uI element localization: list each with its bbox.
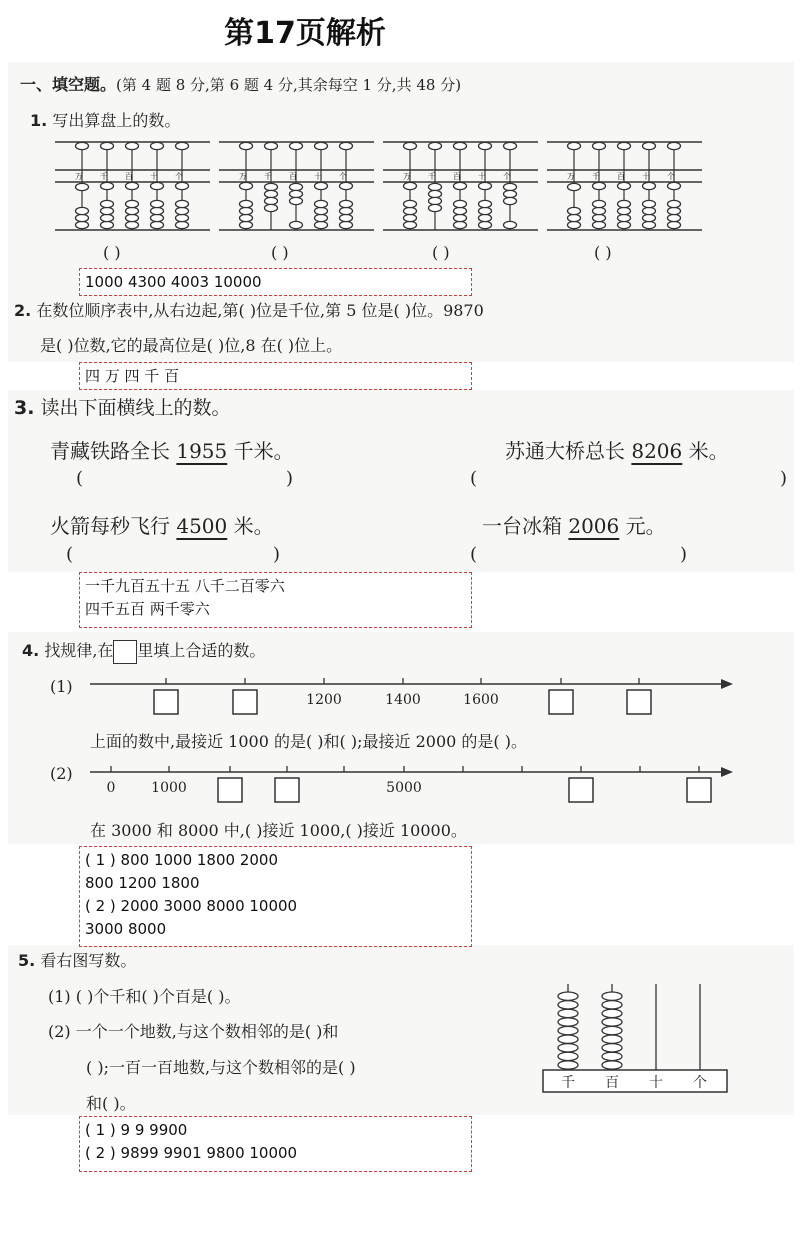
bead xyxy=(643,207,656,214)
bead xyxy=(290,221,303,228)
question-text: 读出下面横线上的数。 xyxy=(40,397,231,419)
bead xyxy=(404,200,417,207)
bead xyxy=(404,221,417,228)
rod-label: 千 xyxy=(264,172,272,181)
answer-box xyxy=(233,690,257,714)
answer-box-q5 xyxy=(79,1116,472,1172)
part2-label: (2) xyxy=(50,764,73,783)
bead xyxy=(558,1001,578,1009)
q5-line1: (1) ( )个千和( )个百是( )。 xyxy=(48,987,241,1006)
answer-line: ( 2 ) 9899 9901 9800 10000 xyxy=(85,1144,298,1162)
bead xyxy=(315,207,328,214)
bead xyxy=(593,182,606,189)
section-title: 一、填空题。 xyxy=(20,75,117,94)
bead xyxy=(479,207,492,214)
bead xyxy=(454,182,467,189)
rod-label: 十 xyxy=(649,1075,663,1091)
bead xyxy=(568,214,581,221)
bead xyxy=(618,142,631,149)
bead xyxy=(240,221,253,228)
paren-close: ) xyxy=(680,544,688,565)
tick-label: 1600 xyxy=(463,692,499,708)
bead xyxy=(429,142,442,149)
bead xyxy=(176,200,189,207)
bead xyxy=(558,992,578,1000)
bead xyxy=(504,183,517,190)
bead xyxy=(126,207,139,214)
tick-label: 1000 xyxy=(151,780,187,796)
bead xyxy=(668,142,681,149)
item-suffix: 千米。 xyxy=(227,439,294,463)
item-prefix: 一台冰箱 xyxy=(482,514,569,538)
rod-label: 万 xyxy=(403,172,411,181)
q3-item-3 xyxy=(50,510,274,539)
answer-line: 3000 8000 xyxy=(85,920,167,938)
bead xyxy=(101,214,114,221)
bead xyxy=(151,200,164,207)
bead xyxy=(504,142,517,149)
bead xyxy=(265,183,278,190)
bead xyxy=(101,207,114,214)
bead xyxy=(429,190,442,197)
answer-box-q1 xyxy=(79,268,472,296)
bead xyxy=(76,183,89,190)
bead xyxy=(126,182,139,189)
abacus xyxy=(219,142,374,230)
bead xyxy=(593,207,606,214)
q5-line3: ( );一百一百地数,与这个数相邻的是( ) xyxy=(86,1058,356,1077)
bead xyxy=(593,142,606,149)
question-text: 写出算盘上的数。 xyxy=(52,111,181,130)
answer-box-q4 xyxy=(79,846,472,947)
paren-close: ) xyxy=(780,468,788,489)
rod-label: 百 xyxy=(289,172,297,181)
bead xyxy=(602,1026,622,1034)
rod-label: 百 xyxy=(453,172,461,181)
bead xyxy=(643,182,656,189)
item-suffix: 米。 xyxy=(227,514,274,538)
item-number: 2006 xyxy=(568,514,620,538)
bead xyxy=(429,183,442,190)
bead xyxy=(429,197,442,204)
answer-line: 一千九百五十五 八千二百零六 xyxy=(85,577,285,595)
rod-label: 个 xyxy=(175,172,183,181)
q3-item-2 xyxy=(505,435,729,464)
bead xyxy=(265,190,278,197)
bead xyxy=(101,142,114,149)
answer-box xyxy=(154,690,178,714)
question-number: 4. xyxy=(22,641,40,660)
bead xyxy=(151,214,164,221)
bead xyxy=(315,142,328,149)
rod-label: 十 xyxy=(150,172,158,181)
part1-label: (1) xyxy=(50,677,73,696)
bead xyxy=(668,221,681,228)
item-prefix: 苏通大桥总长 xyxy=(505,439,632,463)
bead xyxy=(643,221,656,228)
bead xyxy=(454,200,467,207)
bead xyxy=(176,214,189,221)
bead xyxy=(340,182,353,189)
bead xyxy=(568,142,581,149)
rod-label: 百 xyxy=(617,172,625,181)
bead xyxy=(618,207,631,214)
bead xyxy=(558,1009,578,1017)
bead xyxy=(176,221,189,228)
bead xyxy=(568,183,581,190)
abacus-blanks xyxy=(0,243,800,267)
rod-label: 十 xyxy=(478,172,486,181)
bead xyxy=(290,142,303,149)
answer-line: ( 2 ) 2000 3000 8000 10000 xyxy=(85,897,298,915)
bead xyxy=(404,207,417,214)
blank-paren: ( ) xyxy=(103,243,121,262)
bead xyxy=(668,207,681,214)
answer-line: ( 1 ) 9 9 9900 xyxy=(85,1121,188,1139)
question-4 xyxy=(22,638,265,664)
bead xyxy=(315,221,328,228)
bead xyxy=(151,221,164,228)
bead xyxy=(404,214,417,221)
page-title: 第17页解析 xyxy=(224,16,386,51)
bead xyxy=(504,197,517,204)
bead xyxy=(240,200,253,207)
bead xyxy=(340,200,353,207)
answer-box xyxy=(569,778,593,802)
blank-paren: ( ) xyxy=(271,243,289,262)
rod-label: 千 xyxy=(592,172,600,181)
question-2-line2: 是( )位数,它的最高位是( )位,8 在( )位上。 xyxy=(40,336,343,355)
rod-label: 万 xyxy=(239,172,247,181)
paren-open: ( xyxy=(470,468,478,489)
bead xyxy=(602,1001,622,1009)
question-text-before: 找规律,在 xyxy=(44,641,114,660)
abacus xyxy=(547,142,702,230)
question-text-after: 里填上合适的数。 xyxy=(137,641,266,660)
bead xyxy=(265,197,278,204)
bead xyxy=(558,1018,578,1026)
abacus-q5 xyxy=(540,980,730,1095)
question-5 xyxy=(18,948,136,971)
bead xyxy=(340,221,353,228)
number-line-1 xyxy=(85,672,735,720)
answer-box-q3 xyxy=(79,572,472,628)
bead xyxy=(602,1044,622,1052)
bead xyxy=(176,142,189,149)
answer-box xyxy=(687,778,711,802)
answer-line: ( 1 ) 800 1000 1800 2000 xyxy=(85,851,279,869)
bead xyxy=(643,200,656,207)
bead xyxy=(176,182,189,189)
bead xyxy=(479,182,492,189)
bead xyxy=(290,183,303,190)
bead xyxy=(558,1052,578,1060)
bead xyxy=(618,221,631,228)
bead xyxy=(668,214,681,221)
answer-line: 四千五百 两千零六 xyxy=(85,600,210,618)
bead xyxy=(240,214,253,221)
bead xyxy=(558,1044,578,1052)
bead xyxy=(265,142,278,149)
rod-label: 千 xyxy=(428,172,436,181)
bead xyxy=(290,190,303,197)
answer-box xyxy=(275,778,299,802)
paren-close: ) xyxy=(286,468,294,489)
bead xyxy=(602,992,622,1000)
rod-label: 百 xyxy=(125,172,133,181)
bead xyxy=(668,182,681,189)
bead xyxy=(101,221,114,228)
answer-box xyxy=(218,778,242,802)
rod-label: 个 xyxy=(693,1075,707,1091)
question-text: 在数位顺序表中,从右边起,第( )位是千位,第 5 位是( )位。9870 xyxy=(36,301,484,320)
bead xyxy=(668,200,681,207)
bead xyxy=(593,214,606,221)
bead xyxy=(602,1018,622,1026)
bead xyxy=(340,214,353,221)
tick-label: 0 xyxy=(106,780,116,796)
arrow-icon xyxy=(721,679,733,689)
bead xyxy=(643,142,656,149)
item-suffix: 米。 xyxy=(682,439,729,463)
number-line-2 xyxy=(85,760,735,808)
item-number: 1955 xyxy=(176,439,228,463)
bead xyxy=(101,200,114,207)
bead xyxy=(126,221,139,228)
bead xyxy=(76,207,89,214)
bead xyxy=(240,182,253,189)
abacus xyxy=(383,142,538,230)
answer-box xyxy=(549,690,573,714)
blank-paren: ( ) xyxy=(432,243,450,262)
bead xyxy=(151,182,164,189)
bead xyxy=(404,182,417,189)
bead xyxy=(240,142,253,149)
rod-label: 个 xyxy=(667,172,675,181)
answer-box xyxy=(627,690,651,714)
bead xyxy=(479,200,492,207)
bead xyxy=(126,214,139,221)
question-number: 2. xyxy=(14,301,32,320)
bead xyxy=(558,1061,578,1069)
rod-label: 十 xyxy=(642,172,650,181)
bead xyxy=(602,1035,622,1043)
bead xyxy=(76,221,89,228)
answer-box-q2 xyxy=(79,362,472,390)
question-number: 5. xyxy=(18,951,36,970)
part1-text: 上面的数中,最接近 1000 的是( )和( );最接近 2000 的是( )。 xyxy=(90,732,527,751)
bead xyxy=(602,1009,622,1017)
rod-label: 十 xyxy=(314,172,322,181)
bead xyxy=(558,1026,578,1034)
bead xyxy=(454,214,467,221)
item-suffix: 元。 xyxy=(619,514,666,538)
bead xyxy=(618,200,631,207)
bead xyxy=(76,214,89,221)
bead xyxy=(618,214,631,221)
section-note: (第 4 题 8 分,第 6 题 4 分,其余每空 1 分,共 48 分) xyxy=(116,76,462,94)
bead xyxy=(593,221,606,228)
bead xyxy=(454,142,467,149)
bead xyxy=(265,204,278,211)
answer-text: 四 万 四 千 百 xyxy=(85,367,180,385)
blank-paren: ( ) xyxy=(594,243,612,262)
paren-open: ( xyxy=(66,544,74,565)
tick-label: 5000 xyxy=(386,780,422,796)
bead xyxy=(340,207,353,214)
item-prefix: 火箭每秒飞行 xyxy=(50,514,177,538)
question-1 xyxy=(30,108,180,131)
bead xyxy=(76,142,89,149)
abacus xyxy=(55,142,210,230)
bead xyxy=(151,142,164,149)
rod-label: 千 xyxy=(100,172,108,181)
bead xyxy=(504,221,517,228)
rod-label: 万 xyxy=(75,172,83,181)
bead xyxy=(315,214,328,221)
bead xyxy=(643,214,656,221)
question-text: 看右图写数。 xyxy=(40,951,137,970)
rod-label: 万 xyxy=(567,172,575,181)
bead xyxy=(126,200,139,207)
q3-item-1 xyxy=(50,435,294,464)
answer-text: 1000 4300 4003 10000 xyxy=(85,273,262,291)
item-number: 8206 xyxy=(631,439,683,463)
bead xyxy=(340,142,353,149)
question-number: 3. xyxy=(14,397,35,419)
question-2-line1 xyxy=(14,298,484,321)
bead xyxy=(101,182,114,189)
part2-text: 在 3000 和 8000 中,( )接近 1000,( )接近 10000。 xyxy=(90,821,467,840)
bead xyxy=(479,214,492,221)
rod-label: 个 xyxy=(339,172,347,181)
bead xyxy=(558,1035,578,1043)
arrow-icon xyxy=(721,767,733,777)
bead xyxy=(618,182,631,189)
paren-open: ( xyxy=(76,468,84,489)
bead xyxy=(315,182,328,189)
tick-label: 1200 xyxy=(306,692,342,708)
bead xyxy=(454,221,467,228)
paren-close: ) xyxy=(273,544,281,565)
bead xyxy=(404,142,417,149)
item-prefix: 青藏铁路全长 xyxy=(50,439,177,463)
q5-line4: 和( )。 xyxy=(86,1094,136,1113)
bead xyxy=(454,207,467,214)
bead xyxy=(315,200,328,207)
bead xyxy=(290,197,303,204)
q3-item-4 xyxy=(482,510,666,539)
section-heading xyxy=(20,72,461,95)
abacus-row xyxy=(50,136,720,236)
bead xyxy=(240,207,253,214)
paren-open: ( xyxy=(470,544,478,565)
q5-line2: (2) 一个一个地数,与这个数相邻的是( )和 xyxy=(48,1022,339,1041)
bead xyxy=(602,1052,622,1060)
item-number: 4500 xyxy=(176,514,228,538)
bead xyxy=(504,190,517,197)
bead xyxy=(126,142,139,149)
bead xyxy=(593,200,606,207)
bead xyxy=(176,207,189,214)
bead xyxy=(602,1061,622,1069)
question-3 xyxy=(14,393,231,420)
answer-box-icon xyxy=(113,640,137,664)
question-number: 1. xyxy=(30,111,48,130)
bead xyxy=(568,221,581,228)
tick-label: 1400 xyxy=(385,692,421,708)
rod-label: 百 xyxy=(605,1075,619,1091)
bead xyxy=(151,207,164,214)
bead xyxy=(568,207,581,214)
answer-line: 800 1200 1800 xyxy=(85,874,200,892)
rod-label: 千 xyxy=(561,1075,575,1091)
rod-label: 个 xyxy=(503,172,511,181)
bead xyxy=(429,204,442,211)
bead xyxy=(479,221,492,228)
bead xyxy=(479,142,492,149)
